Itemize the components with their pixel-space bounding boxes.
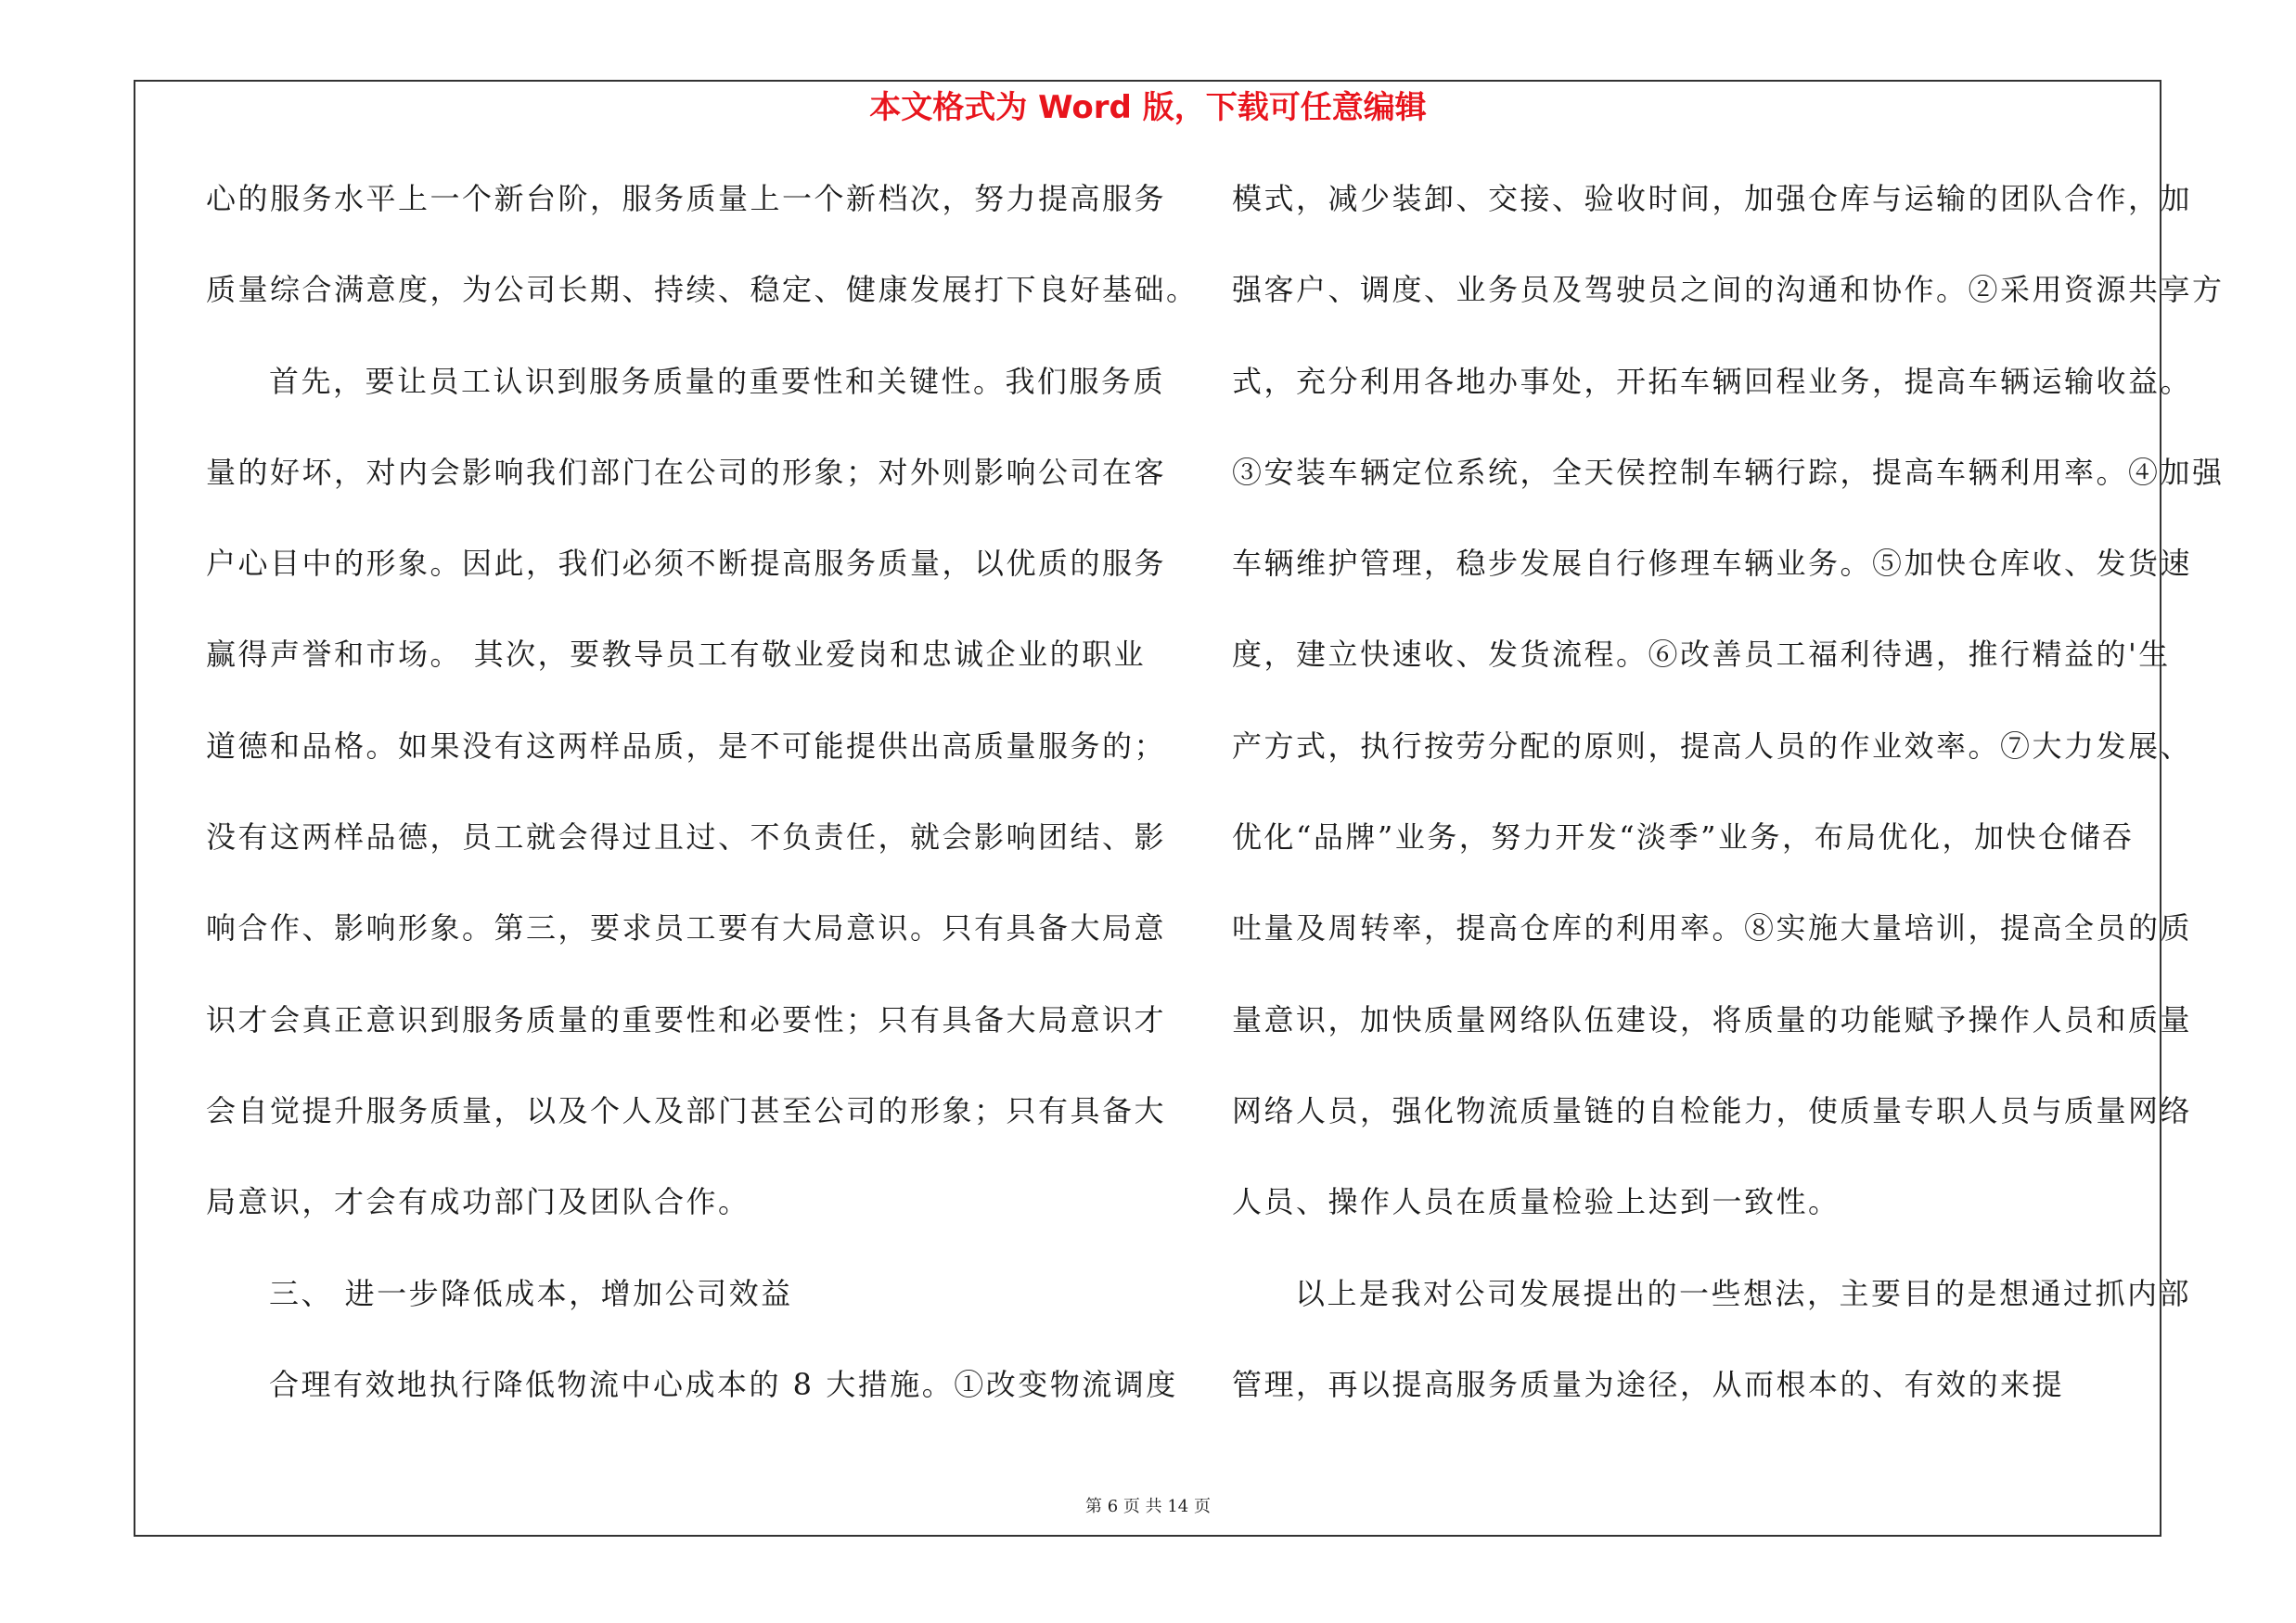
text-line: 质量综合满意度，为公司长期、持续、稳定、健康发展打下良好基础。 <box>206 272 1199 308</box>
text-line: 人员、操作人员在质量检验上达到一致性。 <box>1232 1184 1841 1220</box>
text-line: 道德和品格。如果没有这两样品质，是不可能提供出高质量服务的； <box>206 728 1167 764</box>
text-line: 响合作、影响形象。第三，要求员工要有大局意识。只有具备大局意 <box>206 910 1167 947</box>
text-line: 量的好坏，对内会影响我们部门在公司的形象；对外则影响公司在客 <box>206 454 1167 490</box>
text-line: 度，建立快速收、发货流程。⑥改善员工福利待遇，推行精益的'生 <box>1232 637 2171 673</box>
text-line: 强客户、调度、业务员及驾驶员之间的沟通和协作。②采用资源共享方 <box>1232 272 2225 308</box>
text-line: 识才会真正意识到服务质量的重要性和必要性；只有具备大局意识才 <box>206 1001 1167 1037</box>
text-line: ③安装车辆定位系统，全天侯控制车辆行踪，提高车辆利用率。④加强 <box>1232 454 2225 490</box>
text-line: 量意识，加快质量网络队伍建设，将质量的功能赋予操作人员和质量 <box>1232 1001 2193 1037</box>
text-line: 赢得声誉和市场。 其次，要教导员工有敬业爱岗和忠诚企业的职业 <box>206 637 1147 673</box>
text-line: 三、 进一步降低成本，增加公司效益 <box>269 1275 793 1311</box>
text-line: 网络人员，强化物流质量链的自检能力，使质量专职人员与质量网络 <box>1232 1092 2193 1128</box>
page-number-footer: 第 6 页 共 14 页 <box>1085 1497 1211 1516</box>
text-line: 会自觉提升服务质量，以及个人及部门甚至公司的形象；只有具备大 <box>206 1092 1167 1128</box>
text-line: 车辆维护管理，稳步发展自行修理车辆业务。⑤加快仓库收、发货速 <box>1232 546 2193 582</box>
text-line: 管理，再以提高服务质量为途径，从而根本的、有效的来提 <box>1232 1366 2065 1402</box>
text-line: 模式，减少装卸、交接、验收时间，加强仓库与运输的团队合作，加 <box>1232 181 2193 216</box>
word-format-banner: 本文格式为 Word 版，下载可任意编辑 <box>869 89 1427 126</box>
text-line: 局意识，才会有成功部门及团队合作。 <box>206 1184 750 1220</box>
left-text-column <box>206 181 1199 1461</box>
text-line: 合理有效地执行降低物流中心成本的 8 大措施。①改变物流调度 <box>269 1366 1178 1402</box>
text-line: 式，充分利用各地办事处，开拓车辆回程业务，提高车辆运输收益。 <box>1232 363 2193 399</box>
text-line: 吐量及周转率，提高仓库的利用率。⑧实施大量培训，提高全员的质 <box>1232 910 2193 947</box>
text-line: 心的服务水平上一个新台阶，服务质量上一个新档次，努力提高服务 <box>206 181 1167 216</box>
text-line: 没有这两样品德，员工就会得过且过、不负责任，就会影响团结、影 <box>206 819 1167 856</box>
text-line: 以上是我对公司发展提出的一些想法，主要目的是想通过抓内部 <box>1295 1275 2192 1311</box>
text-line: 首先，要让员工认识到服务质量的重要性和关键性。我们服务质 <box>269 363 1166 399</box>
text-line: 户心目中的形象。因此，我们必须不断提高服务质量，以优质的服务 <box>206 546 1167 582</box>
right-text-column <box>1232 181 2225 1461</box>
text-line: 产方式，执行按劳分配的原则，提高人员的作业效率。⑦大力发展、 <box>1232 728 2193 764</box>
text-line: 优化“品牌”业务，努力开发“淡季”业务，布局优化，加快仓储吞 <box>1232 819 2135 856</box>
